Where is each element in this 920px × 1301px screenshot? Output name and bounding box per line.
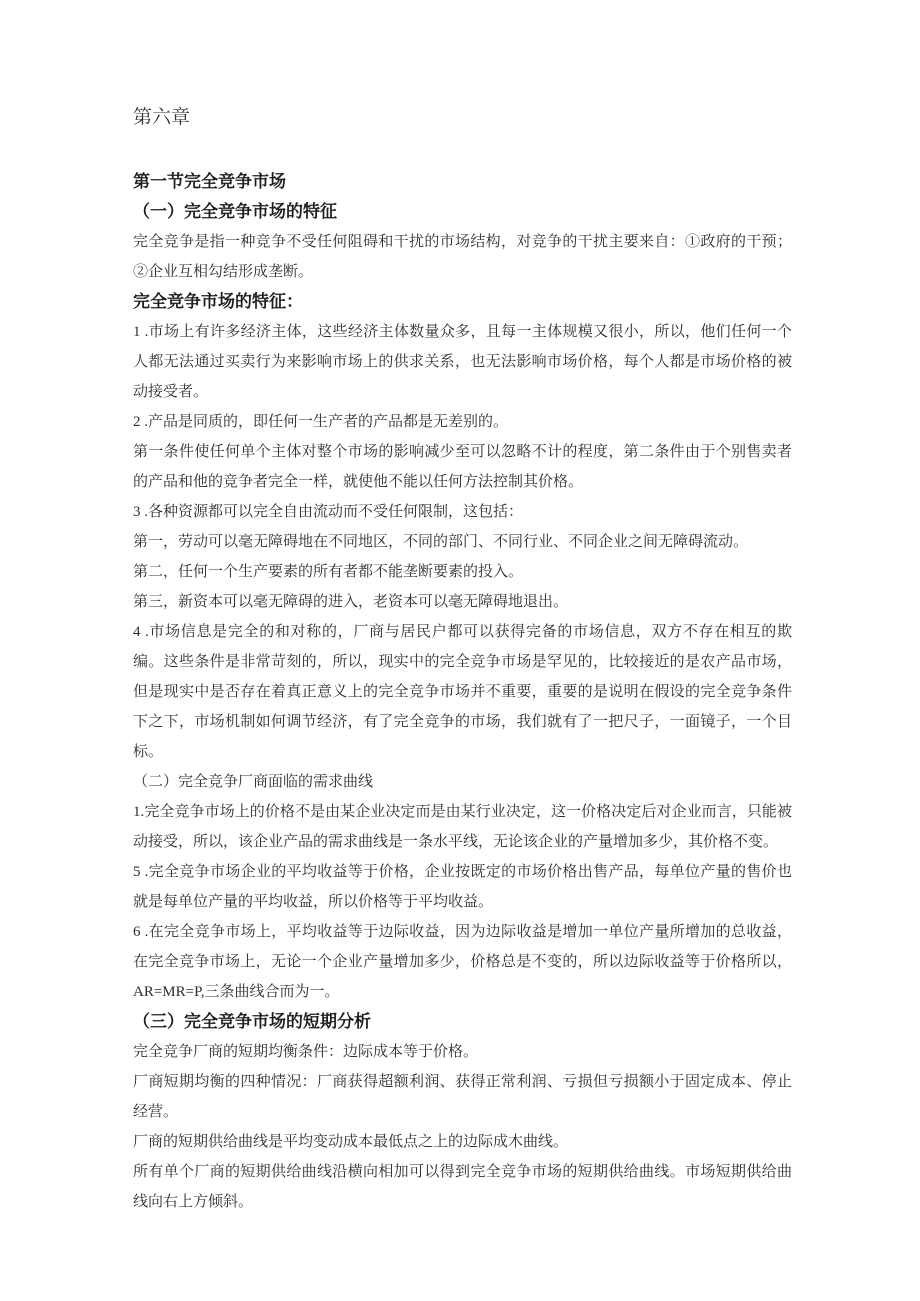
chapter-title: 第六章: [133, 107, 191, 128]
heading-1-characteristics: （一）完全竞争市场的特征: [133, 202, 337, 221]
heading-characteristics-list: 完全竞争市场的特征：: [133, 292, 303, 311]
para-third-point: 第三，新资本可以毫无障碍的进入，老资本可以毫无障碍地退出。: [133, 594, 569, 610]
para-item-2: 2 .产品是同质的，即任何一生产者的产品都是无差别的。: [133, 414, 509, 430]
para-market-supply-curve: 所有单个厂商的短期供给曲线沿横向相加可以得到完全竞争市场的短期供给曲线。市场短期供给曲线向右上方倾斜。: [133, 1164, 792, 1210]
para-demand-curve: 1.完全竞争市场上的价格不是由某企业决定而是由某行业决定，这一价格决定后对企业而言，只能被动接受，所以，该企业产品的需求曲线是一条水平线，无论该企业的产量增加多少，其价格不变。: [133, 804, 792, 850]
para-item-1: 1 .市场上有许多经济主体，这些经济主体数量众多，且每一主体规模又很小，所以，他们任何一个人都无法通过买卖行为来影响市场上的供求关系，也无法影响市场价格，每个人都是市场价格的被动接受者。: [133, 324, 792, 400]
para-conditions-note: 第一条件使任何单个主体对整个市场的影响减少至可以忽略不计的程度，第二条件由于个别售卖者的产品和他的竞争者完全一样，就使他不能以任何方法控制其价格。: [133, 444, 792, 490]
para-four-cases: 厂商短期均衡的四种情况：厂商获得超额利润、获得正常利润、亏损但亏损额小于固定成本、停止经营。: [133, 1074, 792, 1120]
para-item-3: 3 .各种资源都可以完全自由流动而不受任何限制，这包括：: [133, 504, 524, 520]
para-item-6: 6 .在完全竞争市场上，平均收益等于边际收益，因为边际收益是增加一单位产量所增加的总收益，在完全竞争市场上，无论一个企业产量增加多少，价格总是不变的，所以边际收益等于价格所以，AR=MR=P,三条曲线合而为一。: [133, 924, 792, 1000]
para-equilibrium-condition: 完全竞争厂商的短期均衡条件：边际成本等于价格。: [133, 1044, 479, 1060]
para-intro: 完全竞争是指一种竞争不受任何阻碍和干扰的市场结构，对竞争的干扰主要来自：①政府的干预；②企业互相勾结形成垄断。: [133, 234, 792, 280]
blank-line: [133, 133, 792, 167]
para-second-point: 第二，任何一个生产要素的所有者都不能垄断要素的投入。: [133, 564, 524, 580]
heading-3-short-run: （三）完全竞争市场的短期分析: [133, 1012, 371, 1031]
section-1-title: 第一节完全竞争市场: [133, 172, 286, 191]
para-firm-supply-curve: 厂商的短期供给曲线是平均变动成本最低点之上的边际成木曲线。: [133, 1134, 569, 1150]
para-first-point: 第一，劳动可以毫无障碍地在不同地区，不同的部门、不同行业、不同企业之间无障碍流动。: [133, 534, 749, 550]
heading-2-demand-curve: （二）完全竞争厂商面临的需求曲线: [133, 774, 374, 790]
document-content: [133, 103, 792, 1217]
para-item-5: 5 .完全竞争市场企业的平均收益等于价格，企业按既定的市场价格出售产品，每单位产量的售价也就是每单位产量的平均收益，所以价格等于平均收益。: [133, 864, 792, 910]
para-item-4: 4 .市场信息是完全的和对称的，厂商与居民户都可以获得完备的市场信息，双方不存在相互的欺编。这些条件是非常苛刻的，所以，现实中的完全竞争市场是罕见的，比较接近的是农产品市场，但是现实中是否存在着真正意义上的完全竞争市场并不重要，重要的是说明在假设的完全竞争条件下之下，市场机制如何调节经济，有了完全竞争的市场，我们就有了一把尺子，一面镜子，一个目标。: [133, 624, 792, 760]
